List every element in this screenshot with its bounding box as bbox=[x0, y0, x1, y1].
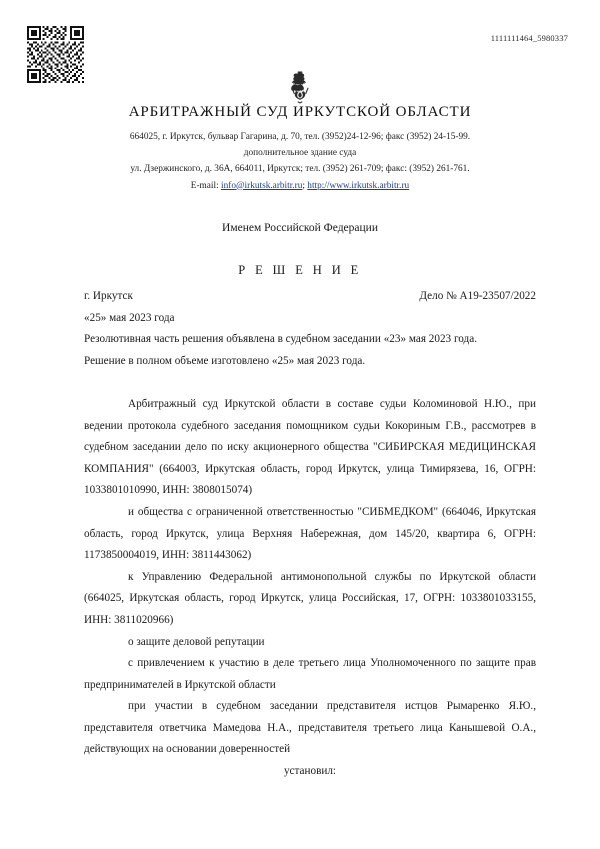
contact-separator: ; bbox=[302, 180, 305, 191]
document-body bbox=[84, 286, 536, 783]
double-headed-eagle-icon bbox=[283, 70, 317, 106]
decision-title: Р Е Ш Е Н И Е bbox=[238, 263, 362, 277]
established-heading: установил: bbox=[283, 765, 337, 778]
participants-paragraph: при участии в судебном заседании представителя истцов Рымаренко Я.Ю., представителя ответчика Мамедова Н.А., представителя третьего лица Канышевой О.А., действующих на основании доверенностей bbox=[84, 700, 536, 756]
city-label: г. Иркутск bbox=[84, 290, 133, 302]
decision-date: «25» мая 2023 года bbox=[84, 311, 175, 324]
defendant-paragraph: к Управлению Федеральной антимонопольной службы по Иркутской области (664025, Иркутская область, город Иркутск, улица Российская, 17, ОГРН: 1033801033155, ИНН: 3811020966) bbox=[84, 570, 536, 626]
document-reference-number: 1111111464_5980337 bbox=[490, 33, 568, 43]
court-composition-paragraph: Арбитражный суд Иркутской области в составе судьи Коломиновой Н.Ю., при ведении протокола судебного заседания помощником судьи Кокориным Г.В., рассмотрев в судебном заседании дело по иску акционерного общества "СИБИРСКАЯ МЕДИЦИНСКАЯ КОМПАНИЯ" (664003, Иркутская область, город Иркутск, улица Тимирязева, 16, ОГРН: 1033801010990, ИНН: 3808015074) bbox=[84, 397, 536, 497]
website-link[interactable]: http://www.irkutsk.arbitr.ru bbox=[307, 180, 410, 191]
resolutive-part-announced: Резолютивная часть решения объявлена в судебном заседании «23» мая 2023 года. bbox=[84, 333, 477, 346]
claim-subject-paragraph: о защите деловой репутации bbox=[128, 635, 265, 648]
court-address-line-1: 664025, г. Иркутск, бульвар Гагарина, д. 70, тел. (3952)24-12-96; факс (3952) 24-15-99. bbox=[129, 132, 471, 142]
email-link[interactable]: info@irkutsk.arbitr.ru bbox=[221, 180, 303, 191]
court-address-line-2: дополнительное здание суда bbox=[243, 148, 357, 159]
email-label: E-mail: bbox=[190, 180, 219, 191]
third-party-paragraph: с привлечением к участию в деле третьего лица Уполномоченного по защите прав предпринимателей в Иркутской области bbox=[84, 657, 536, 691]
case-number: Дело № А19-23507/2022 bbox=[419, 290, 536, 302]
court-contact-line bbox=[0, 178, 600, 194]
body-spacer bbox=[84, 372, 536, 394]
court-header bbox=[0, 104, 600, 194]
full-text-produced: Решение в полном объеме изготовлено «25» мая 2023 года. bbox=[84, 354, 366, 367]
court-address-line-3: ул. Дзержинского, д. 36А, 664011, Иркутск; тел. (3952) 261-709; факс: (3952) 261-761. bbox=[130, 164, 470, 175]
court-name: АРБИТРАЖНЫЙ СУД ИРКУТСКОЙ ОБЛАСТИ bbox=[128, 104, 472, 120]
second-plaintiff-paragraph: и общества с ограниченной ответственностью "СИБМЕДКОМ" (664046, Иркутская область, город Иркутск, улица Верхняя Набережная, дом 145/20, квартира 6, ОГРН: 1173850004019, ИНН: 3811443062) bbox=[84, 505, 536, 562]
in-name-of-russian-federation: Именем Российской Федерации bbox=[222, 222, 378, 234]
city-and-case-row bbox=[84, 286, 536, 308]
